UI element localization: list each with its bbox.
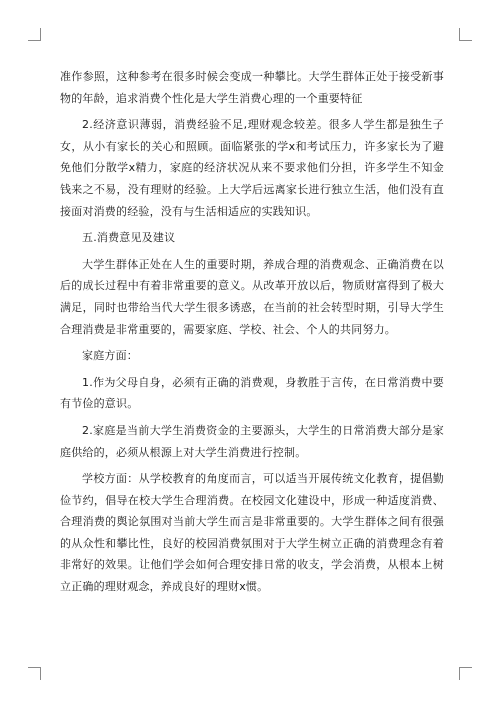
- paragraph-family-2: 2.家庭是当前大学生消费资金的主要源头，大学生的日常消费大部分是家庭供给的，必须从根源上对大学生消费进行控制。: [60, 423, 444, 459]
- paragraph-intro: 大学生群体正处在人生的重要时期，养成合理的消费观念、正确消费在以后的成长过程中有着非常重要的意义。从改革开放以后，物质财富得到了极大满足，同时也带给当代大学生很多诱惑，在当前的社会转型时期，引导大学生合理消费是非常重要的，需要家庭、学校、社会、个人的共同努力。: [60, 257, 444, 336]
- crop-mark-bottom-left: [28, 667, 41, 680]
- paragraph-continuation: 准作参照，这种参考在很多时候会变成一种攀比。大学生群体正处于接受新事物的年龄，追求消费个性化是大学生消费心理的一个重要特征: [60, 70, 444, 105]
- crop-mark-top-left: [28, 28, 41, 41]
- document-body: [60, 66, 444, 598]
- crop-mark-bottom-right: [459, 667, 472, 680]
- paragraph-family-1: 1.作为父母自身，必须有正确的消费观，身教胜于言传，在日常消费中要有节俭的意识。: [60, 375, 444, 411]
- paragraph-point-2: 2.经济意识薄弱，消费经验不足,理财观念较差。很多人学生都是独生子女，从小有家长的关心和照顾。面临紧张的学x和考试压力，许多家长为了避免他们分散学x精力，家庭的经济状况从来不要求他们分担，许多学生不知金钱来之不易，没有理财的经验。上大学后远离家长进行独立生活，他们没有直接面对消费的经验，没有与生活相适应的实践知识。: [60, 118, 444, 218]
- subheading-family: 家庭方面：: [82, 349, 138, 363]
- crop-mark-top-right: [459, 28, 472, 41]
- paragraph-school: 学校方面：从学校教育的角度而言，可以适当开展传统文化教育，提倡勤俭节约，倡导在校大学生合理消费。在校园文化建设中，形成一种适度消费、合理消费的舆论氛围对当前大学生而言是非常重要的。大学生群体之间有很强的从众性和攀比性，良好的校园消费氛围对于大学生树立正确的消费理念有着非常好的效果。让他们学会如何合理安排日常的收支，学会消费，从根本上树立正确的理财观念，养成良好的理财x惯。: [60, 472, 444, 594]
- section-heading: 五.消费意见及建议: [82, 231, 176, 245]
